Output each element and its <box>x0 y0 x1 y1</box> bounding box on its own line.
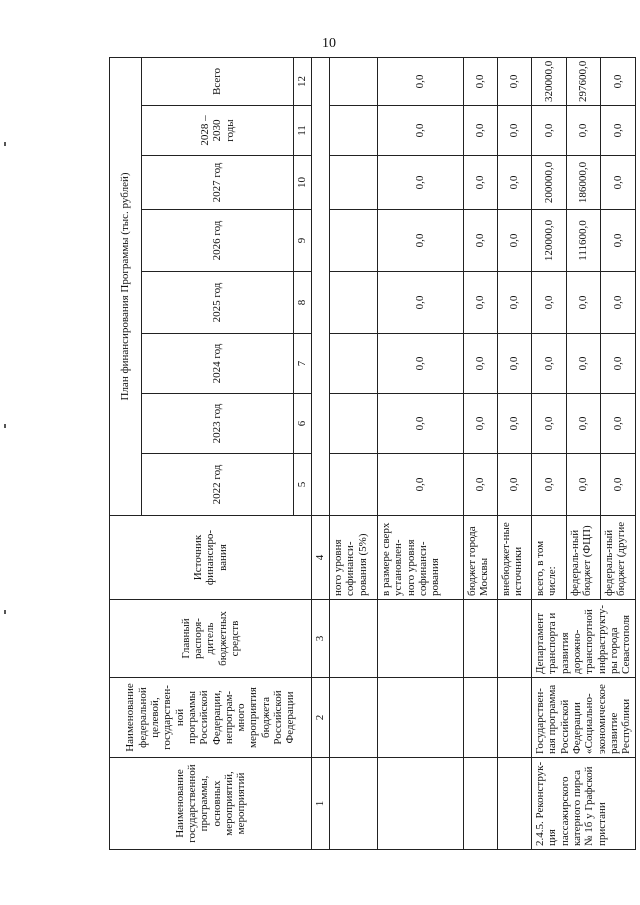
header-funding-source: Источник финансиро-вания <box>110 516 312 600</box>
value-cell: 0,0 <box>566 394 601 454</box>
row-budget-manager <box>498 600 532 678</box>
column-index: 10 <box>294 156 312 210</box>
row-program-name <box>498 758 532 850</box>
margin-mark <box>4 142 6 146</box>
value-cell: 111600,0 <box>566 210 601 272</box>
value-cell: 200000,0 <box>532 156 567 210</box>
column-index: 4 <box>312 516 330 600</box>
value-cell: 0,0 <box>601 57 636 105</box>
column-index: 7 <box>294 334 312 394</box>
table-row <box>532 57 567 849</box>
table-row <box>498 57 532 849</box>
column-index: 6 <box>294 394 312 454</box>
row-federal-program <box>498 678 532 758</box>
value-cell: 0,0 <box>378 210 464 272</box>
value-cell: 0,0 <box>601 272 636 334</box>
value-cell: 0,0 <box>601 334 636 394</box>
financing-plan-table <box>109 57 636 850</box>
value-cell <box>330 454 378 516</box>
value-cell: 0,0 <box>464 334 498 394</box>
value-cell: 186000,0 <box>566 156 601 210</box>
row-funding-source: ного уровня софинанси-рования (5%) <box>330 516 378 600</box>
value-cell: 0,0 <box>378 57 464 105</box>
value-cell <box>330 106 378 156</box>
value-cell <box>330 272 378 334</box>
value-cell: 0,0 <box>498 272 532 334</box>
row-funding-source: федераль-ный бюджет (ФЦП) <box>566 516 601 600</box>
value-cell: 0,0 <box>532 454 567 516</box>
row-budget-manager <box>330 600 378 678</box>
column-index: 12 <box>294 57 312 105</box>
page-number: 10 <box>322 36 336 51</box>
value-cell <box>330 334 378 394</box>
header-year: 2028 – 2030 годы <box>142 106 294 156</box>
table-row <box>464 57 498 849</box>
value-cell <box>330 57 378 105</box>
value-cell: 0,0 <box>378 272 464 334</box>
row-budget-manager: Департамент транспорта и развития дорожно-транспортной инфраструкту-ры города Севастополя <box>532 600 636 678</box>
value-cell: 0,0 <box>532 334 567 394</box>
value-cell: 0,0 <box>601 394 636 454</box>
value-cell: 0,0 <box>601 156 636 210</box>
value-cell: 0,0 <box>601 106 636 156</box>
column-index: 3 <box>312 600 330 678</box>
value-cell: 0,0 <box>378 394 464 454</box>
value-cell: 0,0 <box>464 57 498 105</box>
value-cell: 0,0 <box>601 210 636 272</box>
value-cell <box>330 156 378 210</box>
row-program-name <box>330 758 378 850</box>
value-cell: 0,0 <box>532 394 567 454</box>
value-cell: 0,0 <box>464 272 498 334</box>
value-cell: 0,0 <box>498 106 532 156</box>
value-cell: 0,0 <box>464 454 498 516</box>
row-funding-source: в размере сверх установлен-ного уровня софинанси-рования <box>378 516 464 600</box>
row-funding-source: бюджет города Москвы <box>464 516 498 600</box>
row-budget-manager <box>464 600 498 678</box>
header-year: 2026 год <box>142 210 294 272</box>
table-row <box>378 57 464 849</box>
row-federal-program <box>330 678 378 758</box>
value-cell: 0,0 <box>601 454 636 516</box>
row-program-name <box>464 758 498 850</box>
value-cell: 0,0 <box>464 210 498 272</box>
row-program-name <box>378 758 464 850</box>
value-cell: 0,0 <box>464 156 498 210</box>
column-index: 2 <box>312 678 330 758</box>
header-year: 2023 год <box>142 394 294 454</box>
header-year: 2027 год <box>142 156 294 210</box>
value-cell: 0,0 <box>498 210 532 272</box>
header-program-name: Наименование государственной программы, основных мероприятий, мероприятий <box>110 758 312 850</box>
column-index: 8 <box>294 272 312 334</box>
value-cell: 0,0 <box>498 394 532 454</box>
value-cell: 320000,0 <box>532 57 567 105</box>
value-cell: 120000,0 <box>532 210 567 272</box>
value-cell: 0,0 <box>532 272 567 334</box>
row-federal-program <box>464 678 498 758</box>
value-cell: 0,0 <box>378 454 464 516</box>
column-index: 9 <box>294 210 312 272</box>
row-federal-program <box>378 678 464 758</box>
header-year: 2024 год <box>142 334 294 394</box>
value-cell <box>330 210 378 272</box>
financing-table-container <box>109 58 633 850</box>
table-row <box>330 57 378 849</box>
value-cell: 0,0 <box>566 106 601 156</box>
header-financing-plan: План финансирования Программы (тыс. рублей) <box>110 57 142 515</box>
value-cell <box>330 394 378 454</box>
value-cell: 0,0 <box>498 156 532 210</box>
value-cell: 0,0 <box>498 57 532 105</box>
row-funding-source: федераль-ный бюджет (другие <box>601 516 636 600</box>
row-funding-source: внебюджет-ные источники <box>498 516 532 600</box>
value-cell: 0,0 <box>566 454 601 516</box>
index-row-filler <box>312 57 330 515</box>
header-year: 2022 год <box>142 454 294 516</box>
header-total: Всего <box>142 57 294 105</box>
value-cell: 0,0 <box>464 394 498 454</box>
value-cell: 0,0 <box>532 106 567 156</box>
row-funding-source: всего, в том числе: <box>532 516 567 600</box>
value-cell: 0,0 <box>566 272 601 334</box>
row-program-name: 2.4.5. Реконструк-ция пассажирского катерного пирса № 1б у Графской пристани <box>532 758 636 850</box>
value-cell: 297600,0 <box>566 57 601 105</box>
row-federal-program: Государствен-ная программа Российской Федерации «Социально-экономическое развитие Республики <box>532 678 636 758</box>
value-cell: 0,0 <box>378 156 464 210</box>
value-cell: 0,0 <box>498 334 532 394</box>
value-cell: 0,0 <box>464 106 498 156</box>
row-budget-manager <box>378 600 464 678</box>
margin-mark <box>4 424 6 428</box>
value-cell: 0,0 <box>566 334 601 394</box>
header-year: 2025 год <box>142 272 294 334</box>
value-cell: 0,0 <box>378 106 464 156</box>
value-cell: 0,0 <box>378 334 464 394</box>
header-federal-program: Наименование федеральной целевой, государствен-ной программы Российской Федерации, непрограм-много мероприятия бюджета Российской Федерации <box>110 678 312 758</box>
column-index: 5 <box>294 454 312 516</box>
column-index: 11 <box>294 106 312 156</box>
value-cell: 0,0 <box>498 454 532 516</box>
column-index: 1 <box>312 758 330 850</box>
header-budget-manager: Главный распоря-дитель бюджетных средств <box>110 600 312 678</box>
margin-mark <box>4 610 6 614</box>
